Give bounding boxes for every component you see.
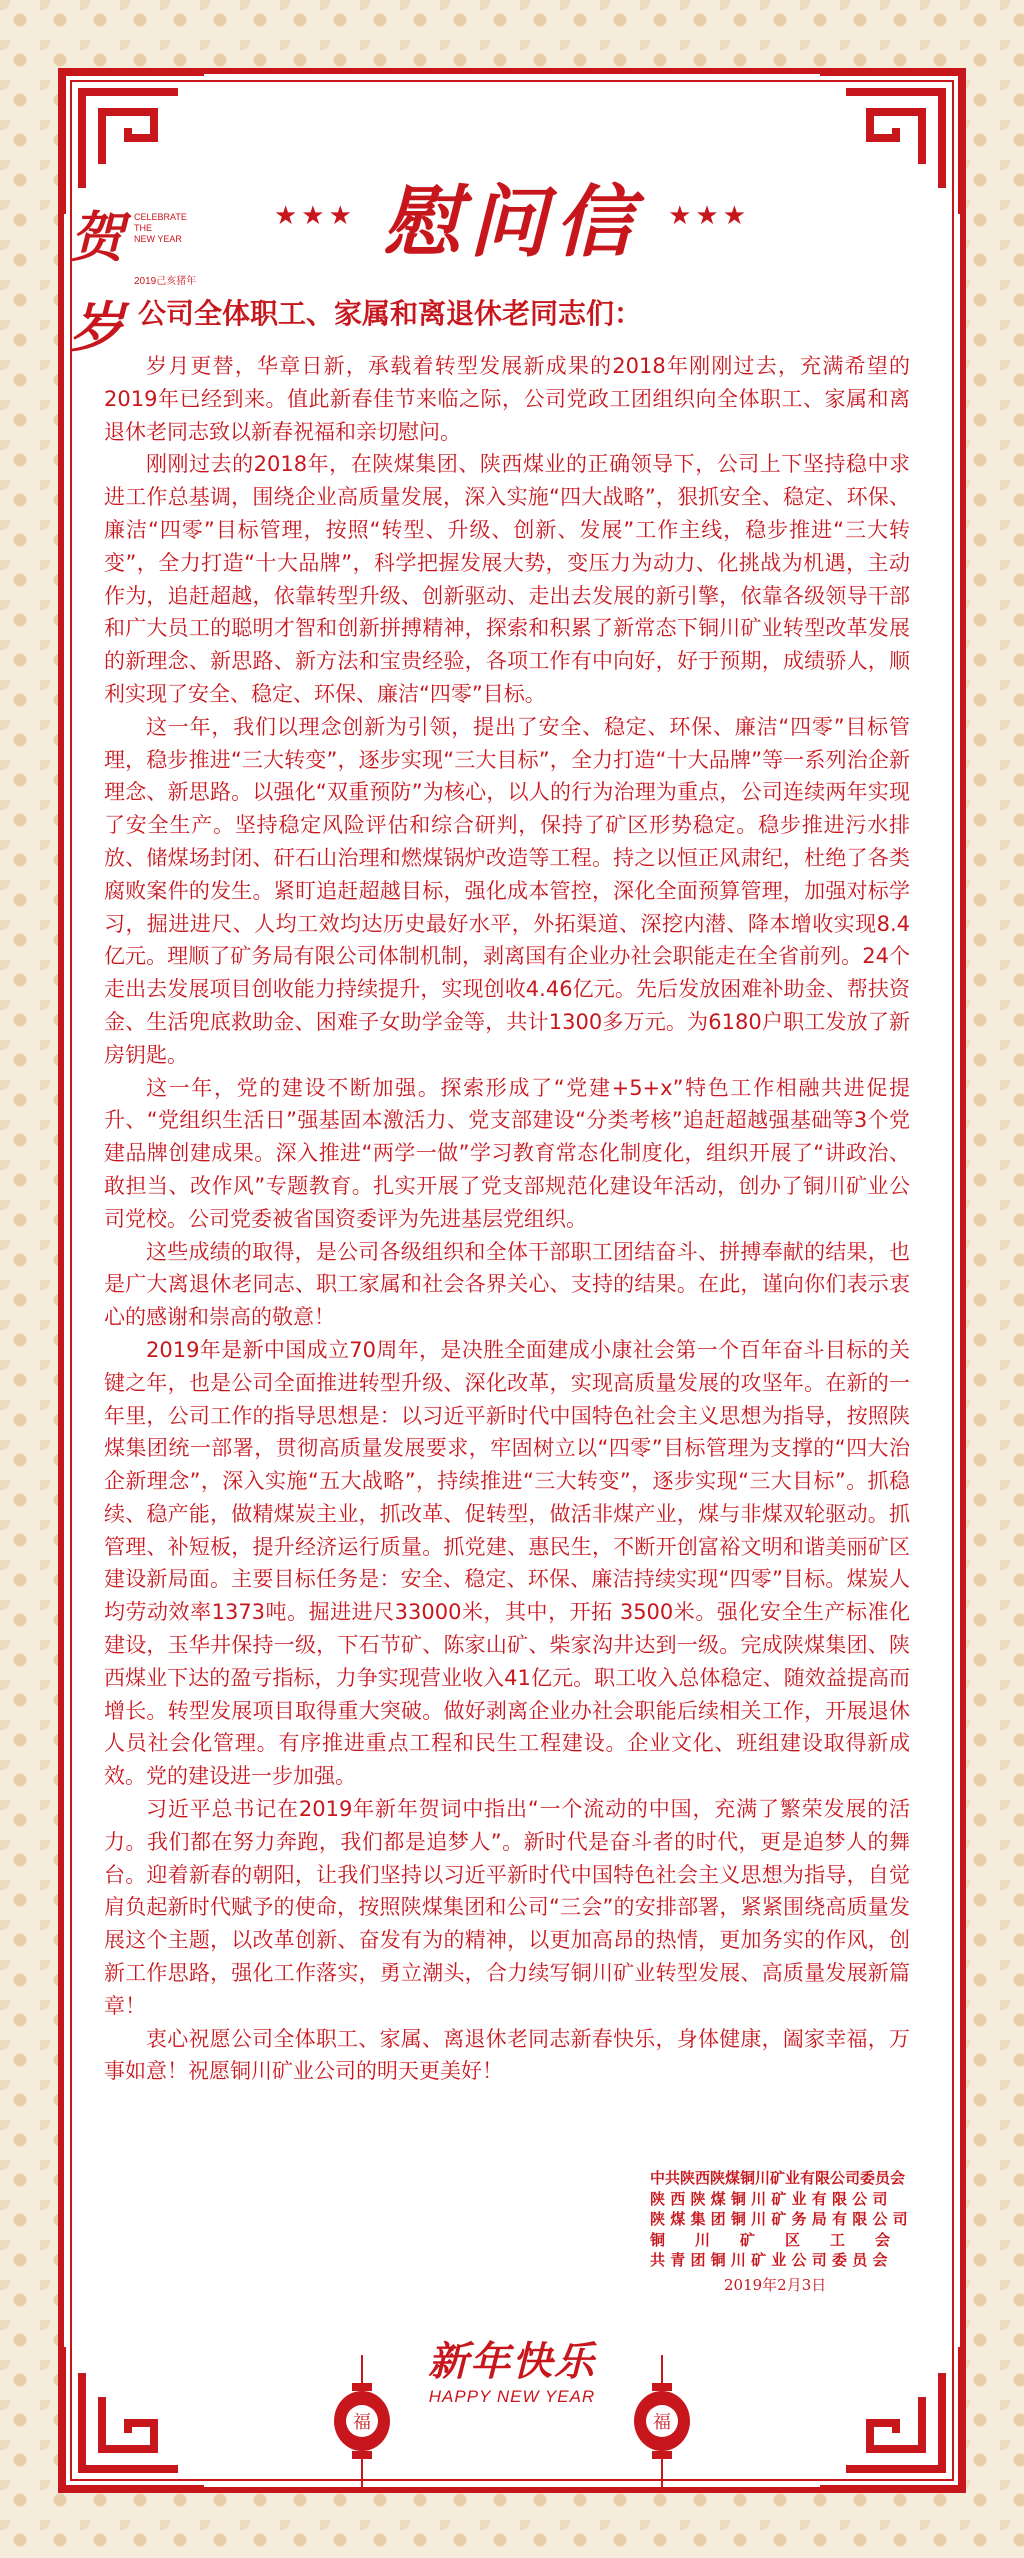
letter-body bbox=[104, 350, 910, 2088]
paragraph: 岁月更替，华章日新，承载着转型发展新成果的2018年刚刚过去，充满希望的2019年已经到来。值此新春佳节来临之际，公司党政工团组织向全体职工、家属和离退休老同志致以新春祝福和亲切慰问。 bbox=[104, 354, 910, 444]
letter-title: 慰问信 bbox=[382, 177, 641, 268]
signature-date: 2019年2月3日 bbox=[724, 2275, 827, 2294]
paragraph: 2019年是新中国成立70周年，是决胜全面建成小康社会第一个百年奋斗目标的关键之年，也是公司全面推进转型升级、深化改革，实现高质量发展的攻坚年。在新的一年里，公司工作的指导思想是：以习近平新时代中国特色社会主义思想为指导，按照陕煤集团统一部署，贯彻高质量发展要求，牢固树立以“四零”目标管理为支撑的“四大治企新理念”，深入实施“五大战略”，持续推进“三大转变”，逐步实现“三大目标”。抓稳续、稳产能，做精煤炭主业，抓改革、促转型，做活非煤产业，煤与非煤双轮驱动。抓管理、补短板，提升经济运行质量。抓党建、惠民生，不断开创富裕文明和谐美丽矿区建设新局面。主要目标任务是：安全、稳定、环保、廉洁持续实现“四零”目标。煤炭人均劳动效率1373吨。掘进进尺33000米，其中，开拓 3500米。强化安全生产标准化建设，玉华井保持一级，下石节矿、陈家山矿、柴家沟井达到一级。完成陕煤集团、陕西煤业下达的盈亏指标，力争实现营业收入41亿元。职工收入总体稳定、随效益提高而增长。转型发展项目取得重大突破。做好剥离企业办社会职能后续相关工作，开展退休人员社会化管理。有序推进重点工程和民生工程建设。企业文化、班组建设取得新成效。党的建设进一步加强。 bbox=[104, 1337, 910, 1789]
signature-line: 中共陕西陕煤铜川矿业有限公司委员会 bbox=[650, 2169, 906, 2187]
paragraph: 衷心祝愿公司全体职工、家属、离退休老同志新春快乐，身体健康，阖家幸福，万事如意！祝愿铜川矿业公司的明天更美好！ bbox=[104, 2026, 910, 2084]
signature-line: 共 青 团 铜 川 矿 业 公 司 委 员 会 bbox=[650, 2251, 888, 2269]
seal-char-he: 贺 bbox=[70, 205, 124, 269]
paragraph: 习近平总书记在2019年新年贺词中指出“一个流动的中国，充满了繁荣发展的活力。我们都在努力奔跑，我们都是追梦人”。新时代是奋斗者的时代，更是追梦人的舞台。迎着新春的朝阳，让我们坚持以习近平新时代中国特色社会主义思想为指导，自觉肩负起新时代赋予的使命，按照陕煤集团和公司“三会”的安排部署，紧紧围绕高质量发展这个主题，以改革创新、奋发有为的精神，以更加高昂的热情，更加务实的作风，创新工作思路，强化工作落实，勇立潮头，合力续写铜川矿业转型发展、高质量发展新篇章！ bbox=[104, 1797, 910, 2018]
paragraph: 这一年，党的建设不断加强。探索形成了“党建+5+x”特色工作相融共进促提升、“党组织生活日”强基固本激活力、党支部建设“分类考核”追赶超越强基础等3个党建品牌创建成果。深入推进“两学一做”学习教育常态化制度化，组织开展了“讲政治、敢担当、改作风”专题教育。扎实开展了党支部规范化建设年活动，创办了铜川矿业公司党校。公司党委被省国资委评为先进基层党组织。 bbox=[104, 1075, 910, 1231]
stars-decoration-right: ★★★ bbox=[668, 201, 751, 231]
year-tag: 2019己亥猪年 bbox=[134, 276, 197, 287]
signature-block bbox=[650, 2168, 970, 2295]
svg-text:福: 福 bbox=[653, 2412, 671, 2433]
salutation: 公司全体职工、家属和离退休老同志们： bbox=[138, 297, 643, 330]
paragraph: 这些成绩的取得，是公司各级组织和全体干部职工团结奋斗、拼搏奉献的结果，也是广大离退休老同志、职工家属和社会各界关心、支持的结果。在此，谨向你们表示衷心的感谢和崇高的敬意！ bbox=[104, 1239, 910, 1330]
svg-text:福: 福 bbox=[353, 2412, 371, 2433]
he-sui-seal bbox=[70, 205, 197, 359]
new-year-greeting bbox=[0, 2330, 1024, 2407]
signature-line: 陕 西 陕 煤 铜 川 矿 业 有 限 公 司 bbox=[650, 2189, 888, 2208]
seal-char-sui: 岁 bbox=[70, 295, 124, 359]
paragraph: 刚刚过去的2018年，在陕煤集团、陕西煤业的正确领导下，公司上下坚持稳中求进工作总基调，围绕企业高质量发展，深入实施“四大战略”，狠抓安全、稳定、环保、廉洁“四零”目标管理，按照“转型、升级、创新、发展”工作主线，稳步推进“三大转变”，全力打造“十大品牌”，科学把握发展大势，变压力为动力、化挑战为机遇，主动作为，追赶超越，依靠转型升级、创新驱动、走出去发展的新引擎，依靠各级领导干部和广大员工的聪明才智和创新拼搏精神，探索和积累了新常态下铜川矿业转型改革发展的新理念、新思路、新方法和宝贵经验，各项工作有中向好，好于预期，成绩骄人，顺利实现了安全、稳定、环保、廉洁“四零”目标。 bbox=[104, 452, 910, 706]
stars-decoration-left: ★★★ bbox=[273, 201, 356, 231]
paragraph: 这一年，我们以理念创新为引领，提出了安全、稳定、环保、廉洁“四零”目标管理，稳步推进“三大转变”，逐步实现“三大目标”，全力打造“十大品牌”等一系列治企新理念、新思路。以强化“双重预防”为核心，以人的行为治理为重点，公司连续两年实现了安全生产。坚持稳定风险评估和综合研判，保持了矿区形势稳定。稳步推进污水排放、储煤场封闭、矸石山治理和燃煤锅炉改造等工程。持之以恒正风肃纪，杜绝了各类腐败案件的发生。紧盯追赶超越目标，强化成本管控，深化全面预算管理，加强对标学习，掘进进尺、人均工效均达历史最好水平，外拓渠道、深挖内潜、降本增收实现8.4亿元。理顺了矿务局有限公司体制机制，剥离国有企业办社会职能走在全省前列。24个走出去发展项目创收能力持续提升，实现创收4.46亿元。先后发放困难补助金、帮扶资金、生活兜底救助金、困难子女助学金等，共计1300多万元。为6180户职工发放了新房钥匙。 bbox=[104, 714, 910, 1067]
new-year-cn: 新年快乐 bbox=[428, 2338, 596, 2385]
signature-line: 铜 川 矿 区 工 会 bbox=[650, 2230, 891, 2249]
signature-line: 陕 煤 集 团 铜 川 矿 务 局 有 限 公 司 bbox=[650, 2210, 908, 2228]
celebrate-text: CELEBRATE THE NEW YEAR bbox=[134, 212, 187, 244]
new-year-en: HAPPY NEW YEAR bbox=[428, 2387, 596, 2406]
